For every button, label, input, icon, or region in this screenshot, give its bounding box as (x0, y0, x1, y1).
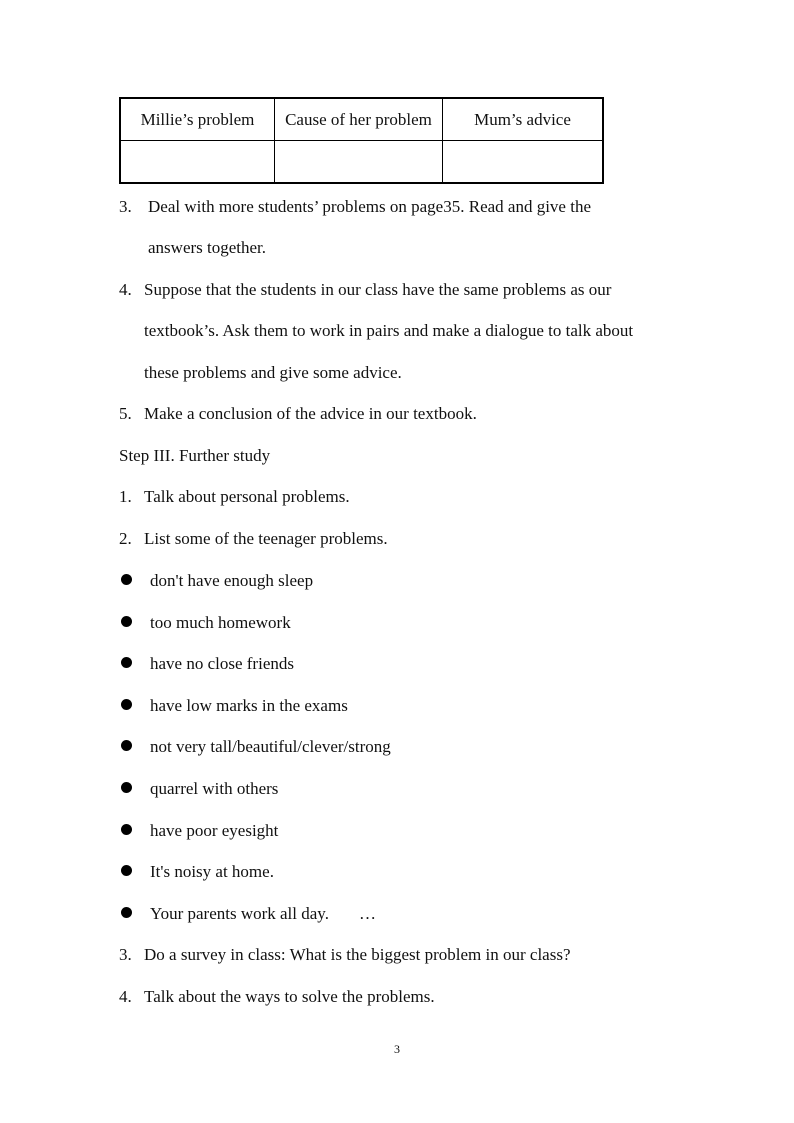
bullet-text: It's noisy at home. (150, 862, 274, 881)
bullet-text: quarrel with others (150, 779, 279, 798)
bullet-item (121, 862, 274, 882)
step3-item-4 (119, 987, 144, 1007)
bullet-item (121, 571, 313, 591)
step3-item-2-text: List some of the teenager problems. (144, 529, 388, 548)
bullet-text: have poor eyesight (150, 821, 279, 840)
bullet-text: not very tall/beautiful/clever/strong (150, 737, 391, 756)
bullet-dot-icon (121, 574, 132, 585)
section-heading: Step III. Further study (119, 446, 271, 465)
bullet-dot-icon (121, 740, 132, 751)
item-number: 3. (119, 197, 132, 216)
bullet-text: too much homework (150, 613, 291, 632)
bullet-dot-icon (121, 907, 132, 918)
table-cell (120, 141, 275, 184)
bullet-dot-icon (121, 865, 132, 876)
item-number: 2. (119, 529, 132, 548)
step3-item-1-text: Talk about personal problems. (144, 487, 350, 506)
item-3-line-2: answers together. (148, 238, 267, 257)
bullet-dot-icon (121, 699, 132, 710)
table-cell (275, 141, 443, 184)
step3-item-3-text: Do a survey in class: What is the biggest problem in our class? (144, 945, 571, 964)
item-number: 5. (119, 404, 132, 423)
item-4-line-2: textbook’s. Ask them to work in pairs and make a dialogue to talk about (144, 321, 634, 340)
bullet-item (121, 654, 294, 674)
page-number: 3 (394, 1042, 400, 1056)
bullet-dot-icon (121, 616, 132, 627)
bullet-item (121, 904, 376, 924)
table-header-row (120, 98, 603, 141)
table-header-cell: Mum’s advice (443, 98, 604, 141)
table-cell (443, 141, 604, 184)
bullet-item (121, 779, 278, 799)
table-header-cell: Cause of her problem (275, 98, 443, 141)
item-4-line-3: these problems and give some advice. (144, 363, 402, 382)
bullet-dot-icon (121, 657, 132, 668)
step3-item-1 (119, 487, 144, 507)
problem-table (119, 97, 604, 184)
bullet-item (121, 696, 348, 716)
table-header-cell: Millie’s problem (120, 98, 275, 141)
step3-item-3 (119, 945, 144, 965)
bullet-dot-icon (121, 824, 132, 835)
bullet-text: have low marks in the exams (150, 696, 348, 715)
item-number: 4. (119, 280, 132, 299)
ellipsis: … (358, 904, 376, 923)
item-5-line-1: Make a conclusion of the advice in our textbook. (144, 404, 477, 423)
item-4-line-1: Suppose that the students in our class have the same problems as our (144, 280, 612, 299)
bullet-item (121, 737, 391, 757)
bullet-text: Your parents work all day. (150, 904, 329, 923)
item-3-line-1: Deal with more students’ problems on page35. Read and give the (148, 197, 591, 216)
list-item-5 (119, 404, 144, 424)
bullet-text: have no close friends (150, 654, 294, 673)
bullet-text: don't have enough sleep (150, 571, 314, 590)
step3-item-2 (119, 529, 144, 549)
list-item-3 (119, 197, 144, 217)
list-item-4 (119, 280, 144, 300)
bullet-item (121, 613, 291, 633)
bullet-item (121, 821, 278, 841)
bullet-dot-icon (121, 782, 132, 793)
step3-item-4-text: Talk about the ways to solve the problems. (144, 987, 435, 1006)
table-row (120, 141, 603, 184)
item-number: 4. (119, 987, 132, 1006)
item-number: 3. (119, 945, 132, 964)
item-number: 1. (119, 487, 132, 506)
